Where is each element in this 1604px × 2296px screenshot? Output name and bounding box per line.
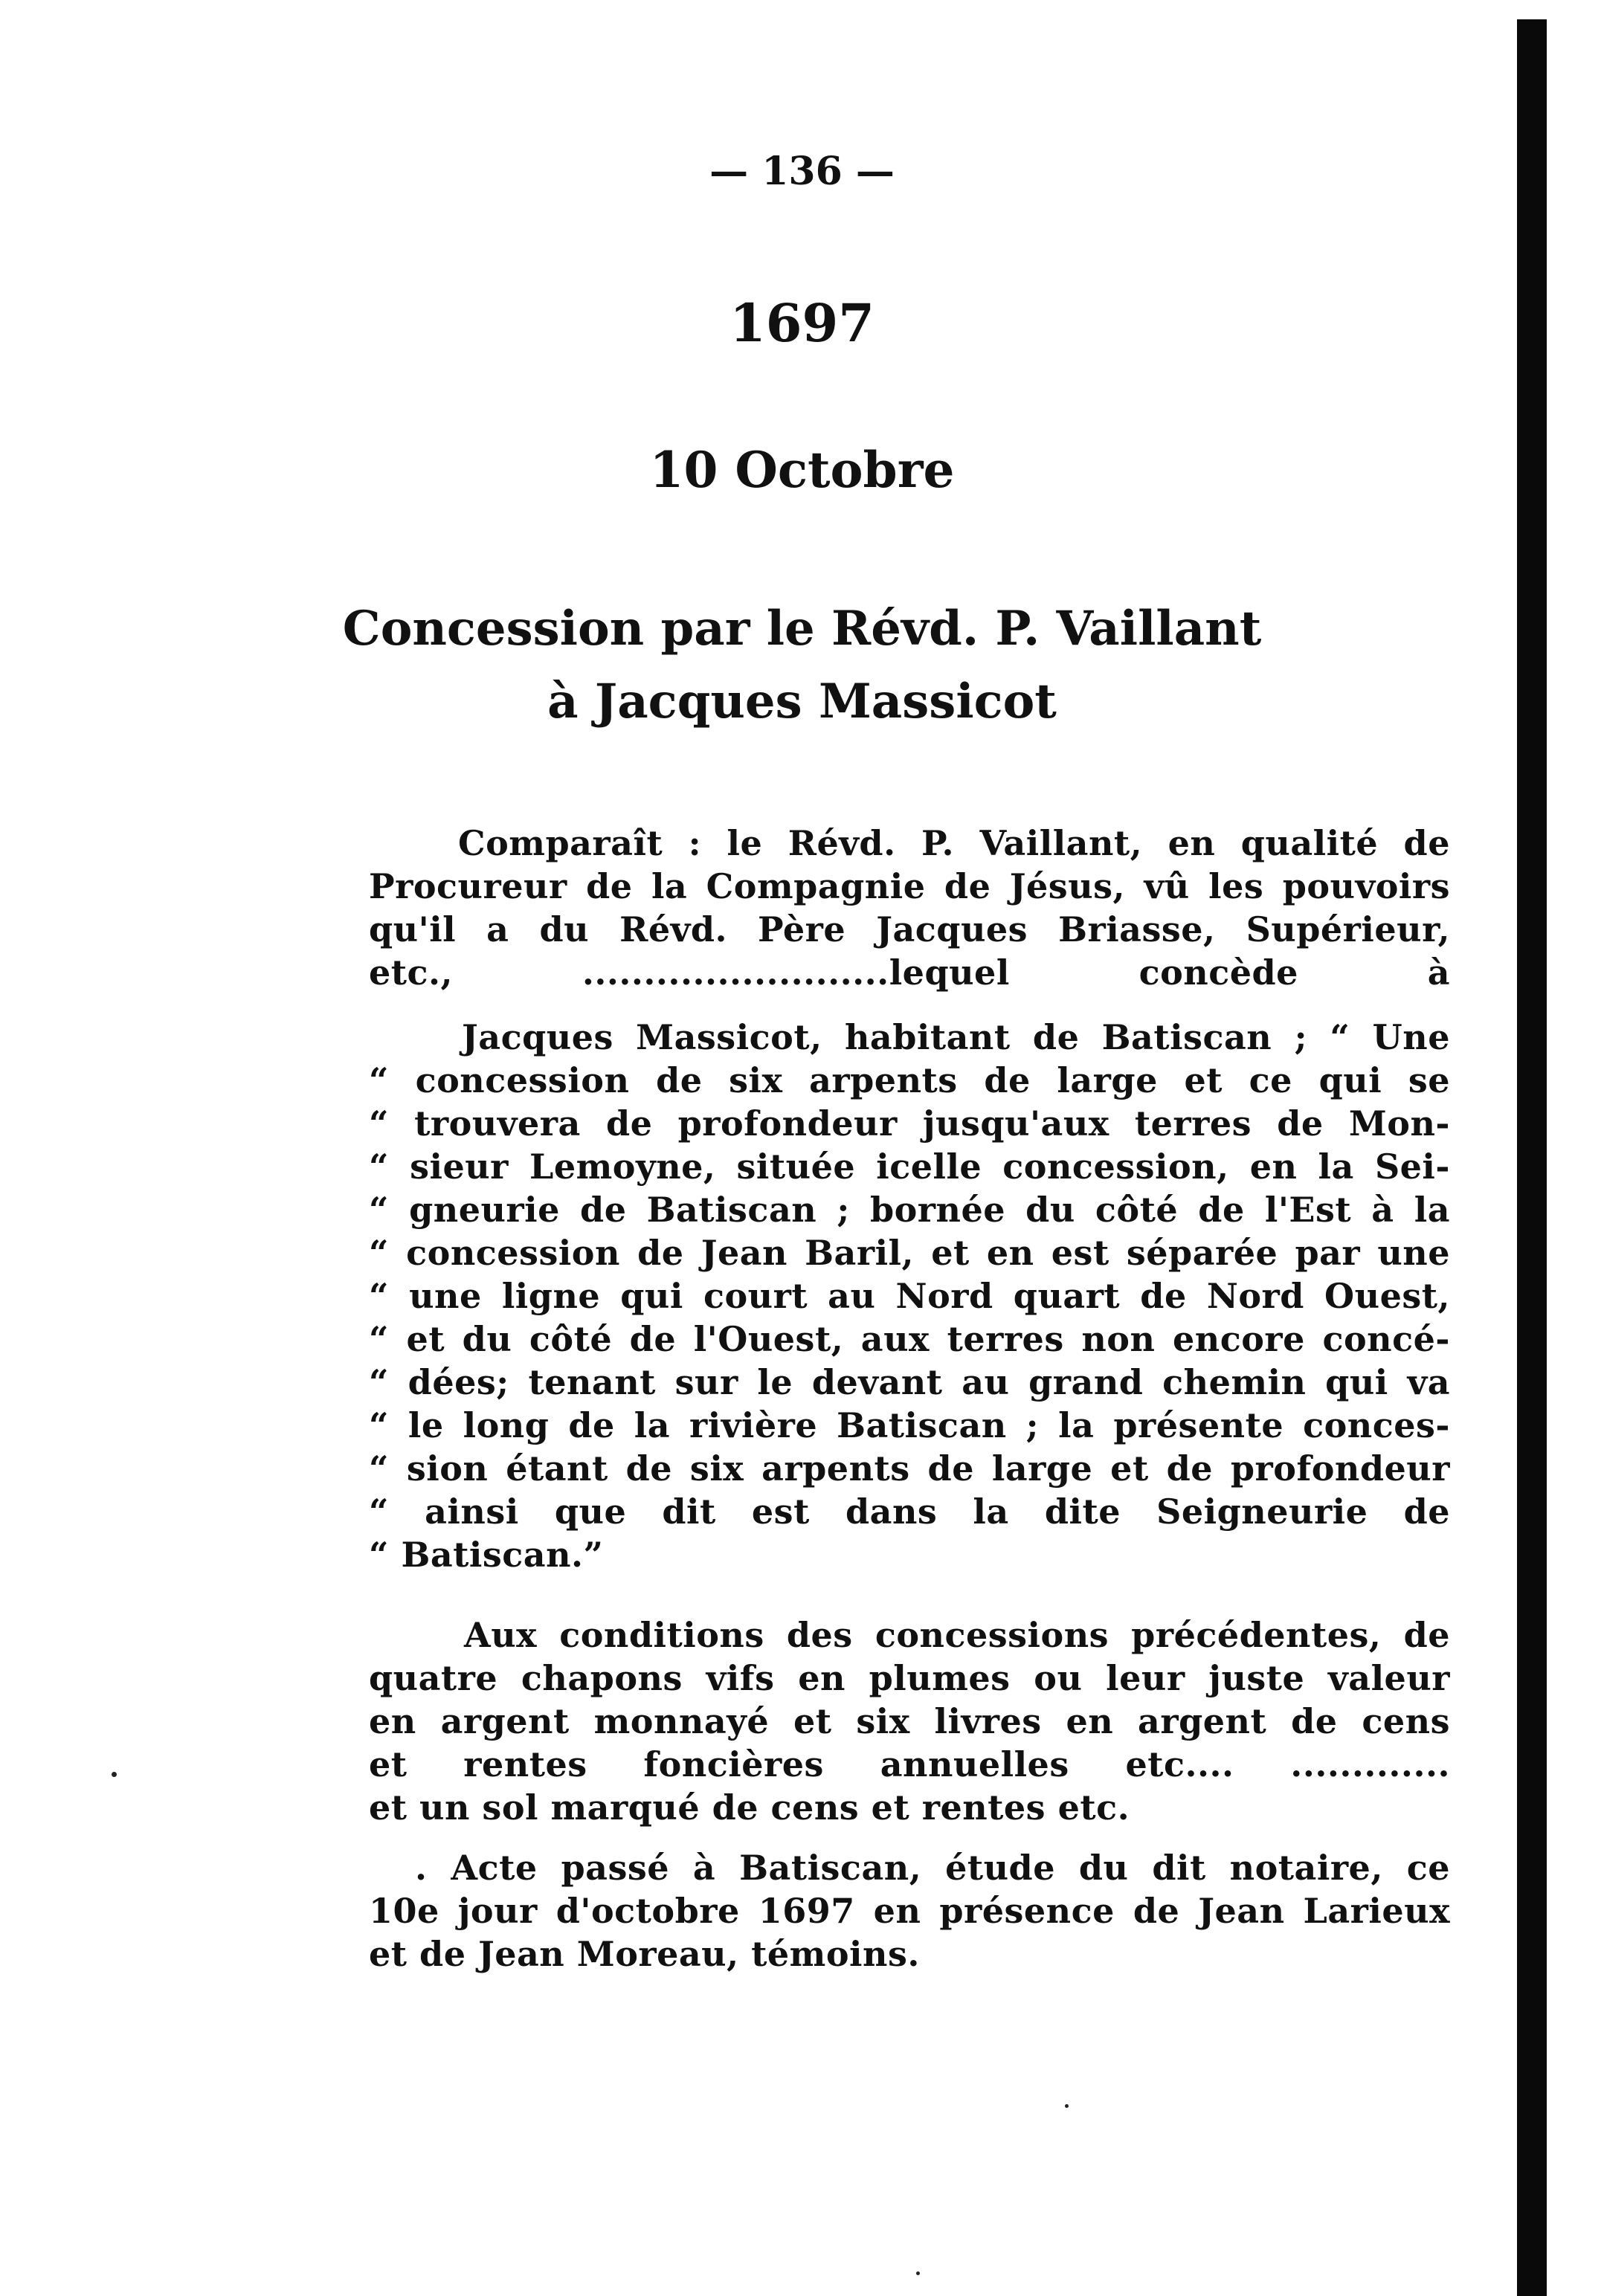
page-edge-shadow <box>1517 19 1547 2296</box>
text-line: Procureur de la Compagnie de Jésus, vû les pouvoirs <box>369 866 1450 906</box>
text-line: et de Jean Moreau, témoins. <box>369 1934 920 1974</box>
text-line: 10e jour d'octobre 1697 en présence de Jean Larieux <box>369 1891 1450 1931</box>
text-line: Aux conditions des concessions précédentes, de <box>464 1615 1450 1655</box>
text-line: qu'il a du Révd. Père Jacques Briasse, Supérieur, <box>369 909 1450 949</box>
margin-speck <box>916 2271 920 2275</box>
text-line: “ et du côté de l'Ouest, aux terres non encore concé- <box>369 1319 1450 1359</box>
text-line: “ trouvera de profondeur jusqu'aux terres de Mon- <box>369 1103 1450 1144</box>
margin-speck <box>1065 2104 1069 2108</box>
text-line: “ concession de Jean Baril, et en est séparée par une <box>369 1233 1450 1273</box>
text-line: en argent monnayé et six livres en argent de cens <box>369 1701 1450 1741</box>
text-line: “ concession de six arpents de large et ce qui se <box>369 1060 1450 1100</box>
text-line: et un sol marqué de cens et rentes etc. <box>369 1787 1130 1828</box>
text-line: “ ainsi que dit est dans la dite Seigneurie de <box>369 1492 1450 1532</box>
text-line: etc., .........................lequel concède à <box>369 952 1450 993</box>
title-line: à Jacques Massicot <box>547 674 1057 729</box>
text-line: “ sion étant de six arpents de large et de profondeur <box>369 1448 1450 1489</box>
text-line: “ sieur Lemoyne, située icelle concession, en la Sei- <box>369 1147 1450 1187</box>
document-title <box>0 593 1604 738</box>
text-line: et rentes foncières annuelles etc.... ............. <box>369 1744 1450 1784</box>
paragraph-acte <box>369 1846 1450 1976</box>
paragraph-concession <box>369 1016 1450 1576</box>
text-line: “ gneurie de Batiscan ; bornée du côté de l'Est à la <box>369 1190 1450 1230</box>
text-line: “ dées; tenant sur le devant au grand chemin qui va <box>369 1362 1450 1402</box>
text-line: “ une ligne qui court au Nord quart de Nord Ouest, <box>369 1276 1450 1316</box>
text-line: Comparaît : le Révd. P. Vaillant, en qualité de <box>458 823 1450 863</box>
year-heading: 1697 <box>729 292 875 354</box>
title-line: Concession par le Révd. P. Vaillant <box>342 601 1262 657</box>
margin-speck <box>112 1772 117 1777</box>
paragraph-conditions <box>369 1613 1450 1829</box>
text-line: “ le long de la rivière Batiscan ; la présente conces- <box>369 1405 1450 1445</box>
text-line: . Acte passé à Batiscan, étude du dit notaire, ce <box>415 1848 1450 1888</box>
page-number: — 136 — <box>709 149 895 194</box>
paragraph-comparait <box>369 822 1450 994</box>
text-line: Jacques Massicot, habitant de Batiscan ; “ Une <box>462 1017 1450 1057</box>
date-heading: 10 Octobre <box>649 441 955 499</box>
text-line: quatre chapons vifs en plumes ou leur juste valeur <box>369 1658 1450 1698</box>
text-line: “ Batiscan.” <box>369 1535 604 1575</box>
